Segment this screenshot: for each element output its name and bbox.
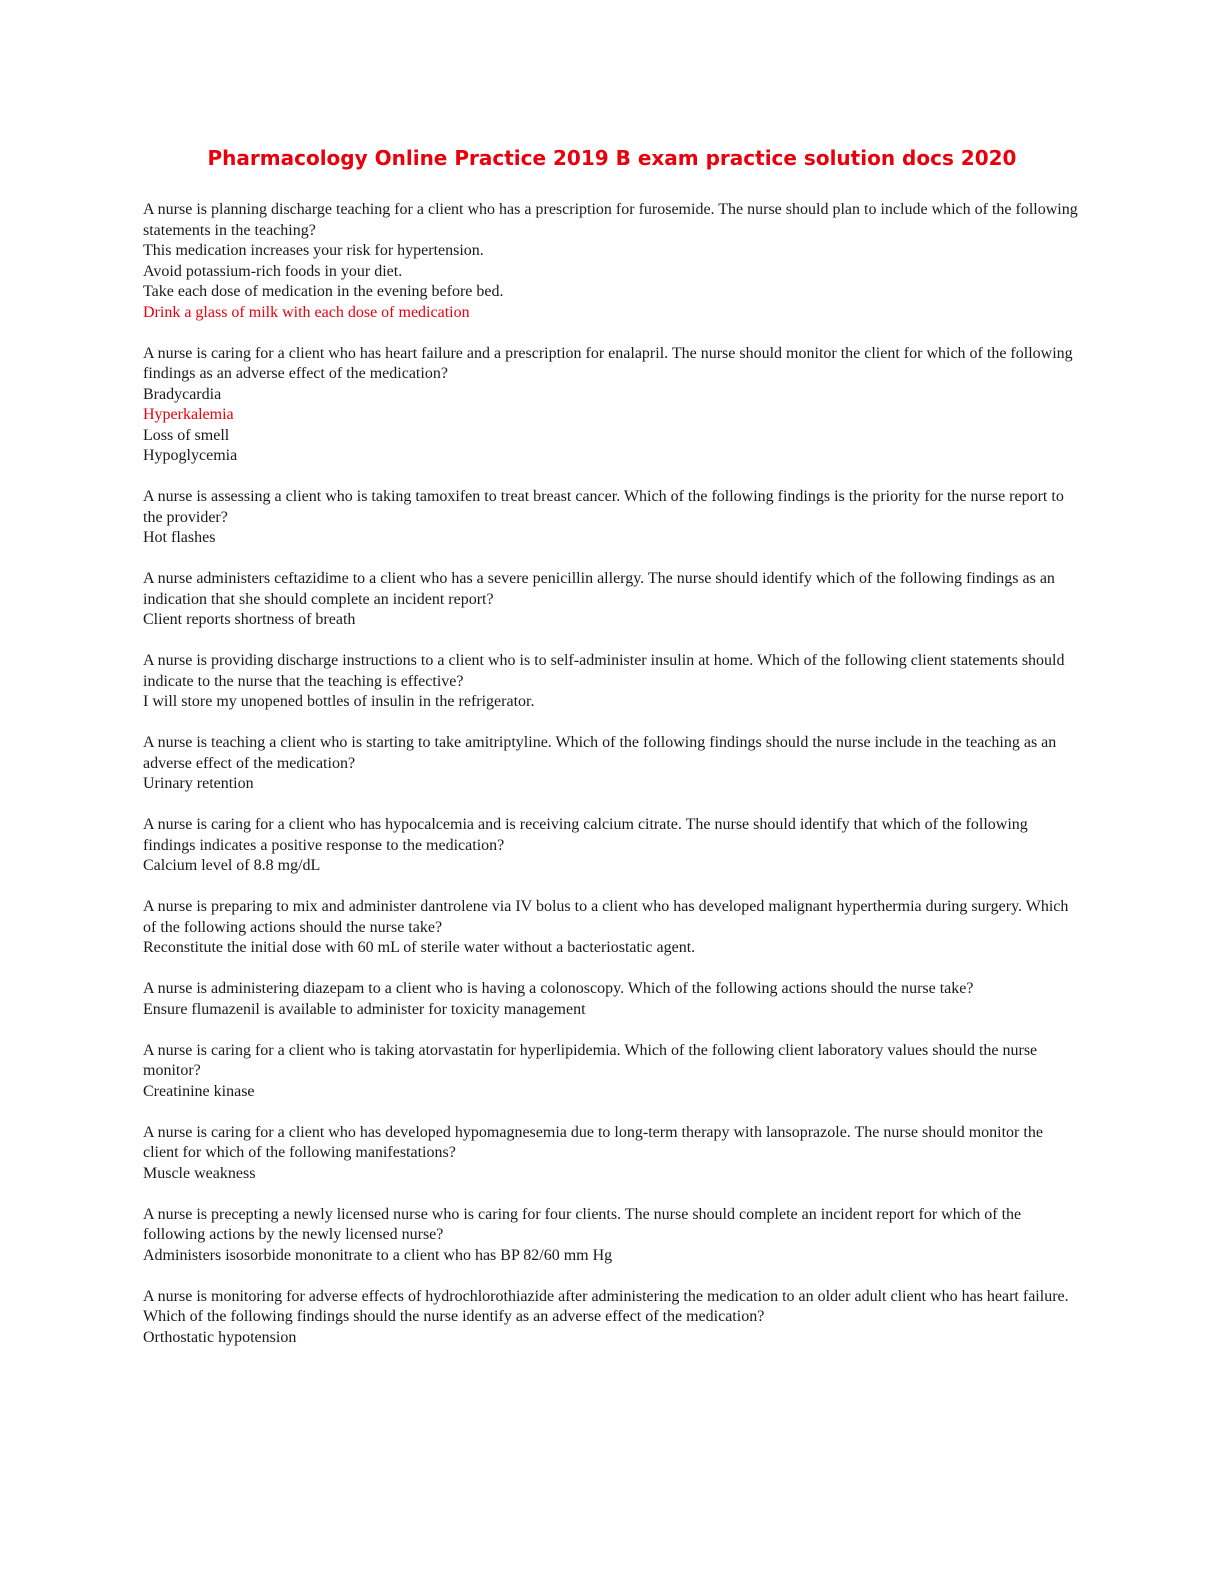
- question-block: [143, 200, 1078, 323]
- answer-option: Muscle weakness: [143, 1164, 256, 1182]
- question-text: A nurse is caring for a client who has hypocalcemia and is receiving calcium citrate. The nurse should identify that which of the following findings indicates a positive response to the medication?: [143, 816, 1028, 854]
- question-text: A nurse is caring for a client who has heart failure and a prescription for enalapril. The nurse should monitor the client for which of the following findings as an adverse effect of the medication?: [143, 344, 1073, 382]
- question-block: [143, 651, 1078, 713]
- answer-option: Ensure flumazenil is available to administer for toxicity management: [143, 1000, 586, 1018]
- answer-option: Hypoglycemia: [143, 447, 238, 464]
- question-text: A nurse is caring for a client who is taking atorvastatin for hyperlipidemia. Which of the following client laboratory values should the nurse monitor?: [143, 1041, 1038, 1079]
- question-block: [143, 1041, 1078, 1103]
- answer-option: Orthostatic hypotension: [143, 1328, 297, 1346]
- answer-option: Hot flashes: [143, 529, 216, 546]
- question-block: [143, 1123, 1078, 1185]
- question-text: A nurse is precepting a newly licensed nurse who is caring for four clients. The nurse should complete an incident report for which of the following actions by the newly licensed nurse?: [143, 1205, 1022, 1243]
- question-text: A nurse is providing discharge instructions to a client who is to self-administer insulin at home. Which of the following client statements should indicate to the nurse that the teaching is effective?: [143, 652, 1065, 690]
- question-block: [143, 487, 1078, 549]
- answer-option-highlighted: Drink a glass of milk with each dose of medication: [143, 303, 470, 321]
- question-text: A nurse is assessing a client who is taking tamoxifen to treat breast cancer. Which of the following findings is the priority for the nurse report to the provider?: [143, 488, 1064, 526]
- answer-option-highlighted: Hyperkalemia: [143, 406, 234, 423]
- answer-option: Take each dose of medication in the evening before bed.: [143, 283, 504, 300]
- answer-option: Administers isosorbide mononitrate to a client who has BP 82/60 mm Hg: [143, 1246, 613, 1264]
- answer-option: Reconstitute the initial dose with 60 mL of sterile water without a bacteriostatic agent.: [143, 939, 696, 956]
- answer-option: I will store my unopened bottles of insulin in the refrigerator.: [143, 693, 535, 710]
- answer-option: Loss of smell: [143, 426, 230, 444]
- question-text: A nurse administers ceftazidime to a client who has a severe penicillin allergy. The nurse should identify which of the following findings as an indication that she should complete an incident report?: [143, 570, 1055, 608]
- answer-option: Avoid potassium-rich foods in your diet.: [143, 262, 403, 280]
- question-block: [143, 897, 1078, 959]
- question-text: A nurse is caring for a client who has developed hypomagnesemia due to long-term therapy with lansoprazole. The nurse should monitor the client for which of the following manifestations?: [143, 1123, 1043, 1161]
- page-title: Pharmacology Online Practice 2019 B exam practice solution docs 2020: [207, 146, 1017, 170]
- answer-option: Creatinine kinase: [143, 1082, 255, 1100]
- answer-option: This medication increases your risk for hypertension.: [143, 242, 484, 259]
- question-block: [143, 815, 1078, 877]
- question-text: A nurse is planning discharge teaching for a client who has a prescription for furosemide. The nurse should plan to include which of the following statements in the teaching?: [143, 201, 1078, 239]
- question-list: [143, 200, 1078, 1369]
- question-text: A nurse is teaching a client who is starting to take amitriptyline. Which of the following findings should the nurse include in the teaching as an adverse effect of the medication?: [143, 734, 1057, 772]
- answer-option: Bradycardia: [143, 385, 222, 403]
- question-text: A nurse is monitoring for adverse effects of hydrochlorothiazide after administering the medication to an older adult client who has heart failure. Which of the following findings should the nurse identify as an adverse effect of the medication?: [143, 1287, 1069, 1325]
- question-block: [143, 979, 1078, 1020]
- answer-option: Client reports shortness of breath: [143, 611, 356, 628]
- answer-option: Calcium level of 8.8 mg/dL: [143, 857, 321, 874]
- question-text: A nurse is administering diazepam to a client who is having a colonoscopy. Which of the following actions should the nurse take?: [143, 980, 974, 997]
- question-text: A nurse is preparing to mix and administer dantrolene via IV bolus to a client who has developed malignant hyperthermia during surgery. Which of the following actions should the nurse take?: [143, 898, 1069, 936]
- question-block: [143, 733, 1078, 795]
- question-block: [143, 1205, 1078, 1267]
- question-block: [143, 1287, 1078, 1349]
- question-block: [143, 344, 1078, 467]
- answer-option: Urinary retention: [143, 775, 254, 792]
- question-block: [143, 569, 1078, 631]
